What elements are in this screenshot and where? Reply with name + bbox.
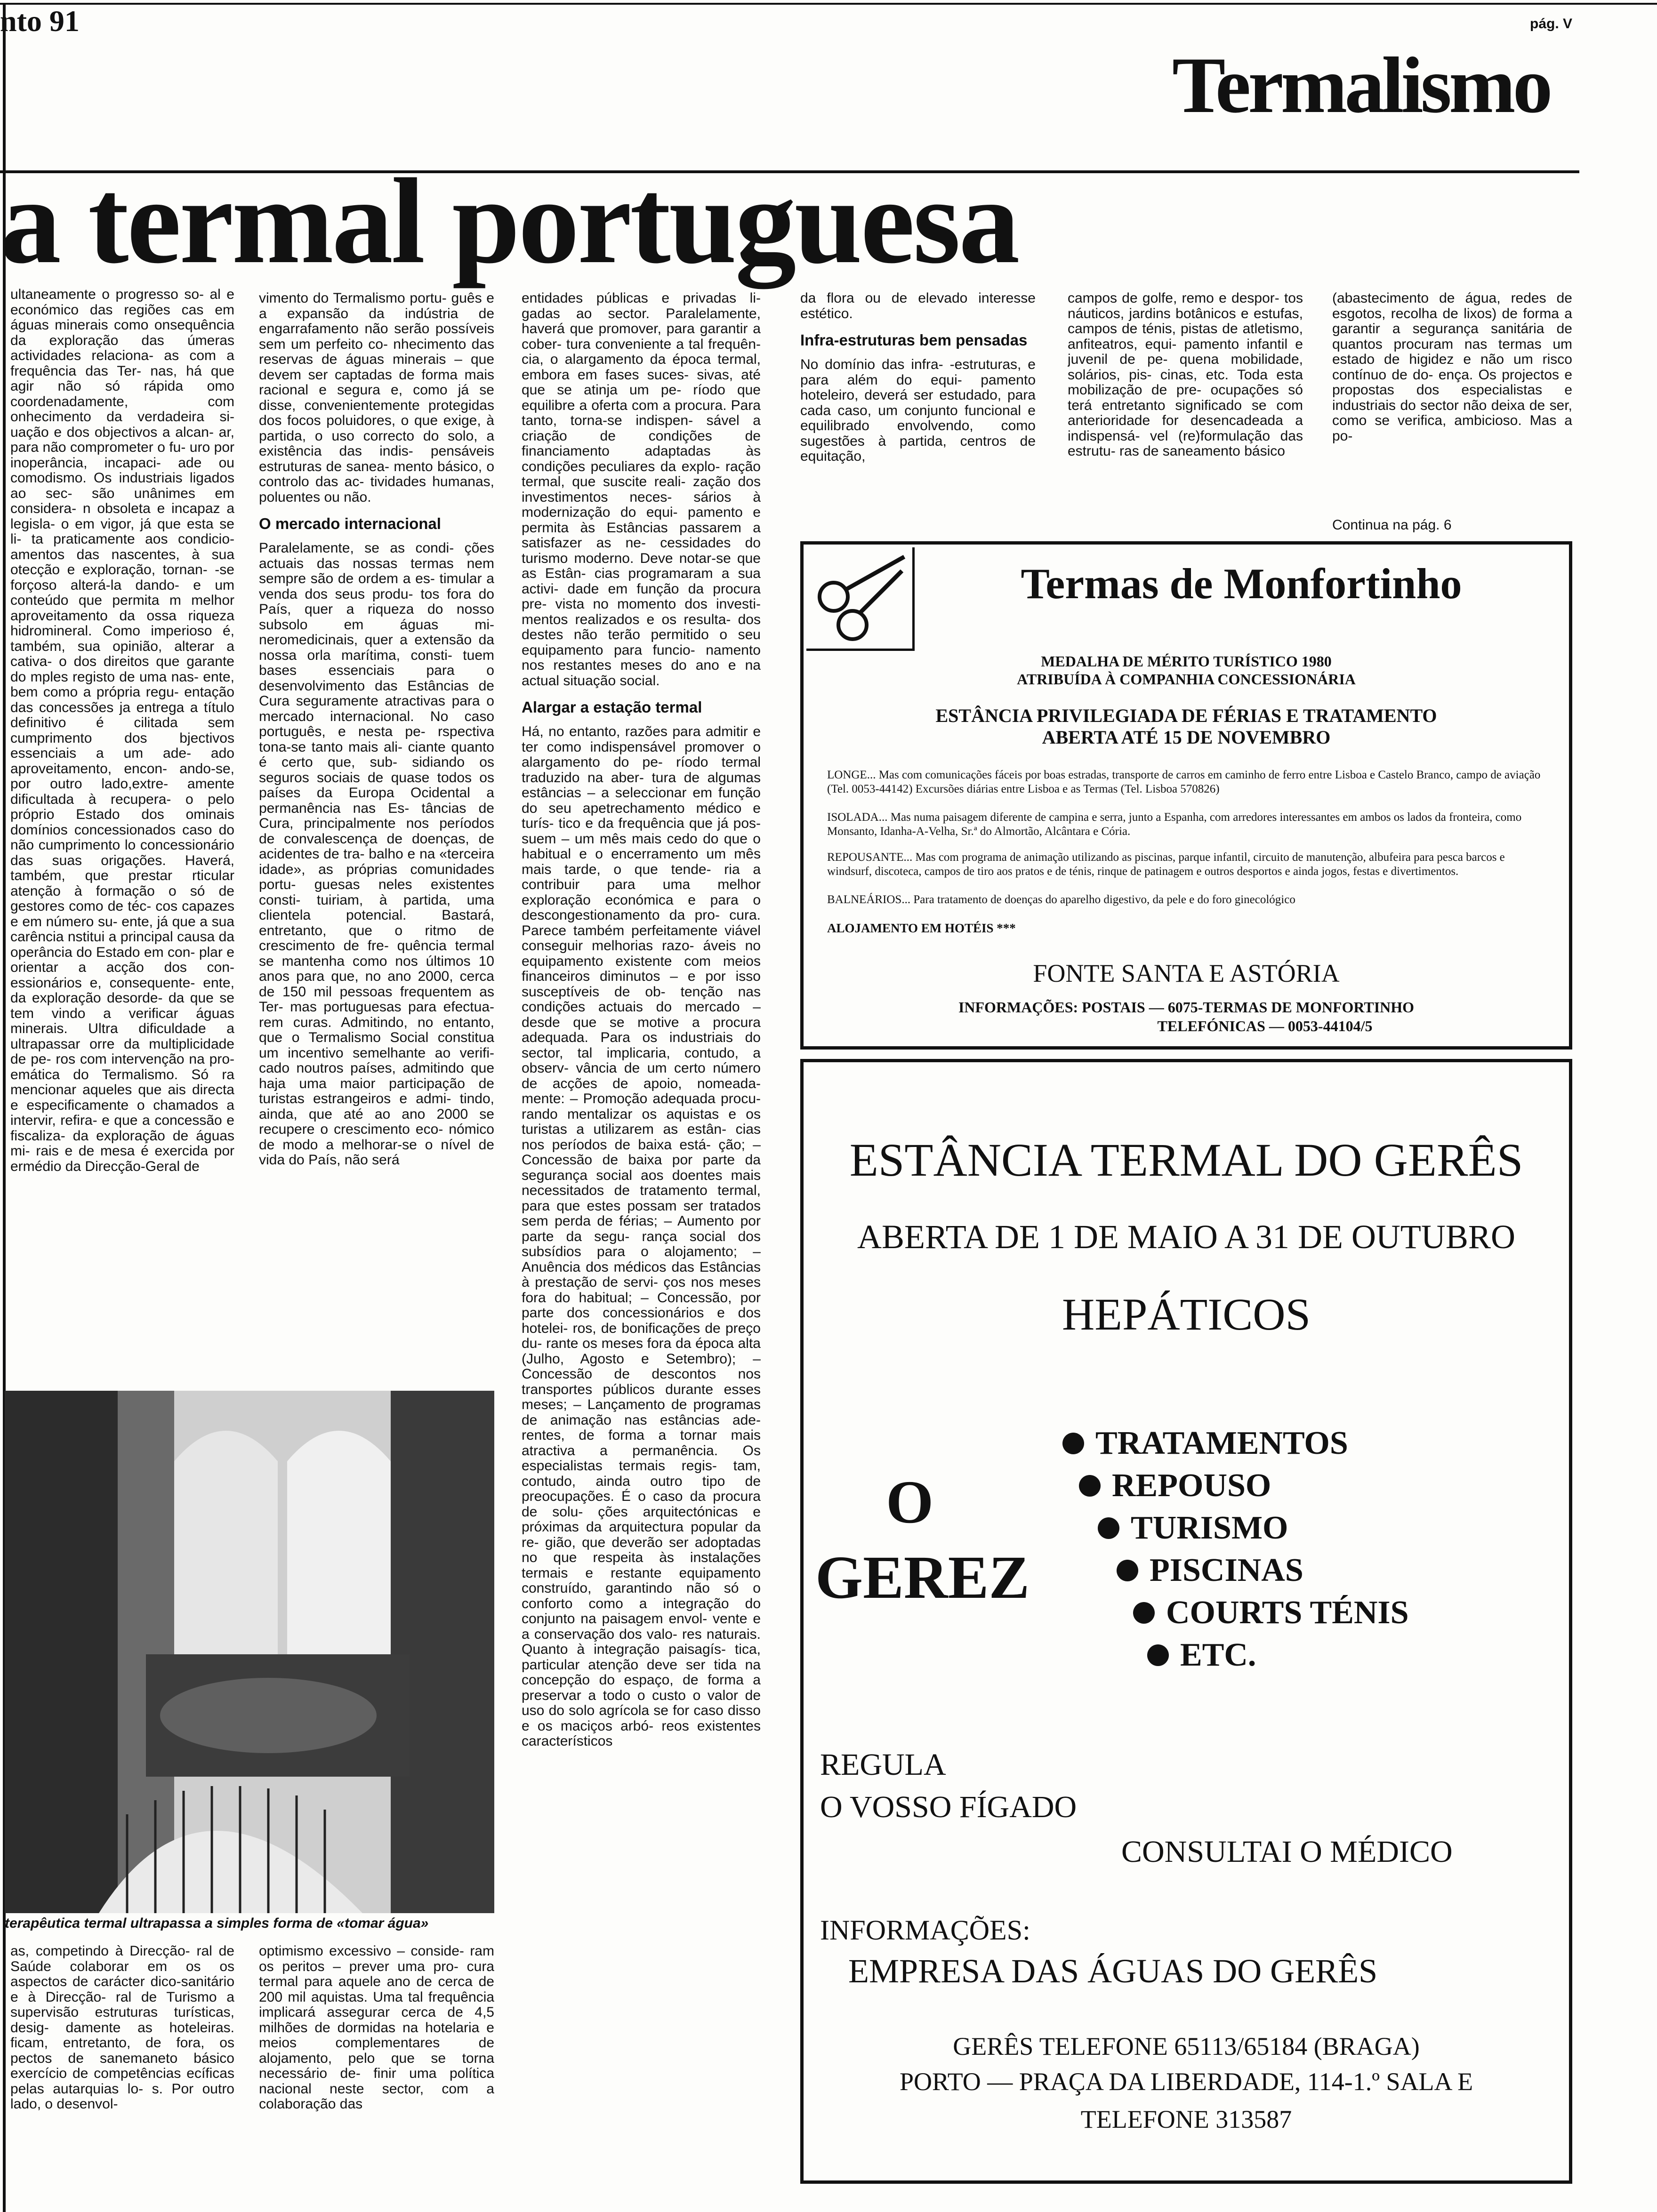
article-text: optimismo excessivo – conside- ram os peritos – prever uma pro- cura termal para aquele ano de cerca de 200 mil aquistas. Uma tal frequência implicará assegurar cerca de 4,5 milhões de dormidas na hotelaria e meios complementares de alojamento, pelo que se torna necessário de- finir uma política nacional neste sector, com a colaboração das	[259, 1944, 494, 2112]
bullet-dot-icon	[1079, 1475, 1101, 1497]
article-text: as, competindo à Direcção- ral de Saúde colaborar em os os aspectos de carácter dico-sanitário e à Direcção- ral de Turismo a supervisão estruturas turísticas, desig- damente as hoteleiras. ficam, entretanto, de fora, os pectos de sanemaneto básico exercício de competências ecíficas pelas autarquias lo- s. Por outro lado, o desenvol-	[10, 1944, 234, 2112]
ad-consultai: CONSULTAI O MÉDICO	[1121, 1835, 1453, 1869]
article-column-4	[800, 291, 1036, 536]
article-text: entidades públicas e privadas li- gadas ao sector. Paralelamente, haverá que promover, para garantir a cober- tura conveniente a tal frequên- cia, o alargamento da época termal, embora em fases suces- sivas, até que se atinja um pe- ríodo que equilibre a oferta com a procura. Para tanto, torna-se indispen- sável a criação de condições de financiamento adaptadas às condições peculiares da explo- ração termal, que suscite reali- zação dos investimentos neces- sários à modernização do equi- pamento e permita às Estâncias passarem a satisfazer as ne- cessidades do turismo moderno. Deve notar-se que as Estân- cias programaram a sua activi- dade em função da procura pre- vista no momento dos investi- mentos realizados e os resulta- dos destes não terão permitido o seu equipamento para funcio- namento nos restantes meses do ano e na actual situação social.	[522, 291, 761, 689]
ad-title: Termas de Monfortinho	[1021, 560, 1462, 608]
ad-gerez-label: GEREZ	[815, 1544, 1030, 1611]
article-text: Há, no entanto, razões para admitir e ter como indispensável promover o alargamento do pe- ríodo termal traduzido na aber- tura de algumas estâncias – a seleccionar em função do seu apetrechamento médico e turís- tico e da frequência que já pos- suem – um mês mais cedo do que o habitual e o encerramento um mês mais tarde, o que tende- ria a contribuir para uma melhor exploração económica e para o descongestionamento da pro- cura. Parece também perfeitamente viável conseguir melhorias razo- áveis no equipamento existente com meios financeiros diminutos – e por isso susceptíveis de ob- tenção nas condições actuais do mercado – desde que se motive a procura adequada. Para os industriais do sector, tal implicaria, contudo, a observ- vância de um certo número de acções de apoio, nomeada- mente: – Promoção adequada procu- rando mentalizar os aquistas e os turistas a utilizarem as estân- cias nos períodos de baixa está- ção; – Concessão de baixa por parte da segurança social aos doentes mais necessitados de tratamento termal, para que estes possam ser tratados sem perda de férias; – Aumento por parte da segu- rança social dos subsídios para o alojamento; – Anuência dos médicos das Estâncias à prestação de servi- ços nos meses fora do habitual; – Concessão, por parte dos concessionários e dos hotelei- ros, de bonificações de preço du- rante os meses fora da época alta (Julho, Agosto e Setembro); – Concessão de descontos nos transportes públicos durante esses meses; – Lançamento de programas de animação nas estâncias ade- rentes, de forma a tornar mais atractiva a permanência. Os especialistas termais regis- tam, contudo, ainda outro tipo de preocupações. É o caso da procura de solu- ções arquitectónicas e próximas da arquitectura popular da re- gião, que deverão ser adoptadas no que respeita às instalações termais e restante equipamento construído, garantindo não só o conforto como a integração do conjunto na paisagem envol- vente e a conservação dos valo- res naturais. Quanto à integração paisagís- tica, particular atenção deve ser tida na concepção do espaço, de forma a preservar a todo o custo o valor de uso do solo agrícola se for caso disso e os maciços arbó- reos existentes característicos	[522, 724, 761, 1749]
article-headline: a termal portuguesa	[0, 153, 1018, 289]
ad-info: INFORMAÇÕES: POSTAIS — 6075-TERMAS DE MONFORTINHO	[958, 999, 1415, 1016]
ad-bullet-text: REPOUSO	[1112, 1467, 1271, 1504]
ad-paragraph: LONGE... Mas com comunicações fáceis por boas estradas, transporte de carros em caminho de ferro entre Lisboa e Castelo Branco, campo de aviação (Tel. 0053-44142) Excursões diárias entre Lisboa e as Termas (Tel. Lisboa 570826)	[827, 769, 1541, 795]
article-text: ultaneamente o progresso so- al e económico das regiões cas em águas minerais como onsequência da exploração das úmeras actividades relaciona- as com a frequência das Ter- nas, há que agir não só rápida omo coordenadamente, com onhecimento da verdadeira si- uação e dos objectivos a alcan- ar, para não comprometer o fu- uro por inoperância, incapaci- ade ou comodismo. Os industriais ligados ao sec- são unânimes em considera- n obsoleta e incapaz a legisla- o em vigor, já que esta se li- ta praticamente aos condicio- amentos das nascentes, à sua otecção e exploração, tornan- -se forçoso alterá-la dando- e um conteúdo que permita m melhor aproveitamento da ossa riqueza hidromineral. Como imperioso é, também, sua opinião, alterar a cativa- o dos direitos que garante do mples registo de uma nas- ente, bem como a própria regu- entação das concessões ja entrega a título definitivo é cilitada sem cumprimento dos bjectivos essenciais a um ade- ado aproveitamento, encon- ando-se, por outro lado,extre- amente dificultada à recupera- o pelo próprio Estado dos ominais domínios concessionados caso do não cumprimento lo concessionário das suas origações. Haverá, também, que prestar rticular atenção à formação o só de gestores como de téc- cos capazes e em número su- ente, já que a sua carência nstitui a principal causa da operância do Estado em con- plar e orientar a acção dos con- essionários e, consequente- ente, da exploração desorde- da que se tem vindo a verificar águas minerais. Ultra dificuldade a ultrapassar orre da multiplicidade de pe- ros com intervenção na pro- emática do Termalismo. Só ra mencionar aqueles que ais directa e especificamente o chamados a intervir, refira- e que a concessão e fiscaliza- da exploração de águas mi- rais e de mesa é exercida por ermédio da Direcção-Geral de	[10, 287, 234, 1174]
subheading: Alargar a estação termal	[522, 698, 702, 716]
ad-o-label: O	[886, 1468, 934, 1536]
bullet-dot-icon	[1133, 1602, 1155, 1624]
ad-company: EMPRESA DAS ÁGUAS DO GERÊS	[848, 1952, 1378, 1990]
article-text: vimento do Termalismo portu- guês e a expansão da indústria de engarrafamento não serão possíveis sem um perfeito co- nhecimento das reservas de águas minerais – que devem ser captadas de forma mais racional e segura e, como já se disse, convenientemente protegidas dos focos poluidores, o que exige, à partida, o uso correcto do solo, a existência das indis- pensáveis estruturas de sanea- mento básico, o controlo das ac- tividades humanas, poluentes ou não.	[259, 291, 494, 505]
page-label: pág. V	[1530, 16, 1573, 32]
continued-note: Continua na pág. 6	[1332, 518, 1452, 533]
photo-caption: terapêutica termal ultrapassa a simples forma de «tomar água»	[5, 1915, 429, 1931]
section-title: Termalismo	[1172, 41, 1550, 129]
bullet-dot-icon	[1062, 1433, 1084, 1454]
photo-illustration	[5, 1391, 494, 1913]
article-column-5	[1068, 291, 1303, 536]
subheading: O mercado internacional	[259, 515, 441, 532]
ad-bullet-item	[1117, 1549, 1303, 1592]
ad-bullet-item	[1147, 1634, 1256, 1676]
article-text: Paralelamente, se as condi- ções actuais das nossas termas nem sempre são de ordem a es- timular a venda dos seus produ- tos fora do País, quer a riqueza do nosso subsolo em águas mi- neromedicinais, quer a extensão da nossa orla marítima, consti- tuem bases essenciais para o desenvolvimento das Estâncias de Cura seguramente atractivas para o mercado internacional. No caso português, e nesta pe- rspectiva tona-se tanto mais ali- ciante quanto é certo que, sub- sidiando os seguros sociais de quase todos os países da Europa Ocidental a permanência nas Es- tâncias de Cura, principalmente nos períodos de convalescença de doenças, de acidentes de tra- balho e na «terceira idade», as próprias comunidades portu- guesas neles existentes consti- tuiriam, à partida, uma clientela potencial. Bastará, entretanto, que o ritmo de crescimento de fre- quência termal se mantenha como nos últimos 10 anos para que, no ano 2000, cerca de 150 mil pessoas frequentem as Ter- mas portuguesas para efectua- rem curas. Admitindo, no entanto, que o Termalismo Social constitua um incentivo semelhante ao verifi- cado noutros países, admitindo que haja uma maior participação de turistas estrangeiros e admi- tindo, ainda, que até ao ano 2000 se recupere o crescimento eco- nómico de modo a melhorar-se o nível de vida do País, não será	[259, 540, 494, 1168]
ad-title: ESTÂNCIA TERMAL DO GERÊS	[849, 1134, 1523, 1186]
article-text: campos de golfe, remo e despor- tos náuticos, jardins botânicos e estufas, campos de ténis, pistas de atletismo, anfiteatros, equi- pamento infantil e juvenil de pe- quena mobilidade, solários, pis- cinas, etc. Toda esta mobilização de pre- ocupações só terá entretanto significado se com anterioridade for desencadeada a indispensá- vel (re)formulação das estrutu- ras de saneamento básico	[1068, 291, 1303, 459]
ad-bullet-item	[1062, 1422, 1348, 1465]
article-text: No domínio das infra- -estruturas, e para além do equi- pamento hoteleiro, deverá ser estudado, para cada caso, um conjunto funcional e equilibrado envolvendo, como sugestões à partida, centros de equitação,	[800, 357, 1036, 464]
ad-season: ABERTA DE 1 DE MAIO A 31 DE OUTUBRO	[857, 1218, 1515, 1256]
ad-bullet-text: PISCINAS	[1150, 1552, 1303, 1588]
logo-frame	[806, 547, 915, 651]
ad-paragraph: REPOUSANTE... Mas com programa de animação utilizando as piscinas, parque infantil, circuito de manutenção, albufeira para pesca barcos e windsurf, discoteca, campos de tiro aos pratos e de ténis, rinque de patinagem e outros desportos e ainda jogos, festas e divertimentos.	[827, 851, 1505, 878]
bullet-dot-icon	[1098, 1517, 1119, 1539]
ad-regula: O VOSSO FÍGADO	[820, 1790, 1077, 1824]
ad-bullet-text: ETC.	[1180, 1637, 1256, 1673]
article-column-1-continued	[10, 1944, 234, 2188]
ad-accommodation: ALOJAMENTO EM HOTÉIS ***	[827, 921, 1016, 935]
ad-tagline: ESTÂNCIA PRIVILEGIADA DE FÉRIAS E TRATAMENTO	[935, 705, 1437, 726]
bullet-dot-icon	[1117, 1560, 1138, 1581]
ad-bullet-item	[1079, 1465, 1271, 1507]
ad-paragraph: BALNEÁRIOS... Para tratamento de doenças do aparelho digestivo, da pele e do foro ginecológico	[827, 893, 1295, 906]
ad-hepaticos: HEPÁTICOS	[1062, 1289, 1311, 1339]
ad-tagline: ABERTA ATÉ 15 DE NOVEMBRO	[1042, 727, 1331, 748]
article-text: (abastecimento de água, redes de esgotos, recolha de lixos) de forma a garantir a segurança sanitária de quantos procuram nas termas um estado de higidez e não um risco contínuo de do- ença. Os projectos e propostas dos especialistas e industriais do sector não deixa de ser, como se verifica, ambicioso. Mas a po-	[1332, 291, 1572, 444]
ad-contact: GERÊS TELEFONE 65113/65184 (BRAGA)	[953, 2032, 1420, 2060]
ad-hotels: FONTE SANTA E ASTÓRIA	[1033, 959, 1340, 987]
ad-medal-line: MEDALHA DE MÉRITO TURÍSTICO 1980	[1041, 653, 1332, 670]
header-fragment: nto 91	[0, 4, 80, 38]
article-text: da flora ou de elevado interesse estético.	[800, 291, 1036, 321]
subheading: Infra-estruturas bem pensadas	[800, 331, 1028, 349]
ad-info: TELEFÓNICAS — 0053-44104/5	[1157, 1018, 1373, 1034]
ad-monfortinho	[800, 541, 1572, 1050]
ad-info-label: INFORMAÇÕES:	[820, 1915, 1030, 1946]
ad-contact: PORTO — PRAÇA DA LIBERDADE, 114-1.º SALA E	[899, 2068, 1473, 2096]
ad-bullet-item	[1098, 1507, 1288, 1549]
bullet-dot-icon	[1147, 1644, 1169, 1666]
ad-bullet-item	[1133, 1592, 1409, 1634]
ad-regula: REGULA	[820, 1747, 946, 1782]
article-column-1	[10, 287, 234, 1388]
ad-paragraph: ISOLADA... Mas numa paisagem diferente de campina e serra, junto a Espanha, com arredores interessantes em ambos os lados da fronteira, como Monsanto, Idanha-A-Velha, Sr.ª do Almortão, Alcântara e Cória.	[827, 811, 1522, 838]
top-rule	[0, 3, 1657, 5]
article-column-2	[259, 291, 494, 1390]
thermal-pool-photo	[5, 1391, 494, 1913]
ad-bullet-text: TURISMO	[1131, 1510, 1288, 1546]
article-column-6	[1332, 291, 1572, 517]
article-column-2-continued	[259, 1944, 494, 2188]
ad-bullet-text: TRATAMENTOS	[1095, 1425, 1348, 1461]
ad-geres	[800, 1059, 1572, 2184]
ad-contact: TELEFONE 313587	[1080, 2105, 1292, 2133]
ad-bullet-text: COURTS TÉNIS	[1166, 1595, 1409, 1631]
article-column-3	[522, 291, 761, 2183]
ad-medal-line: ATRIBUÍDA À COMPANHIA CONCESSIONÁRIA	[1017, 671, 1356, 688]
